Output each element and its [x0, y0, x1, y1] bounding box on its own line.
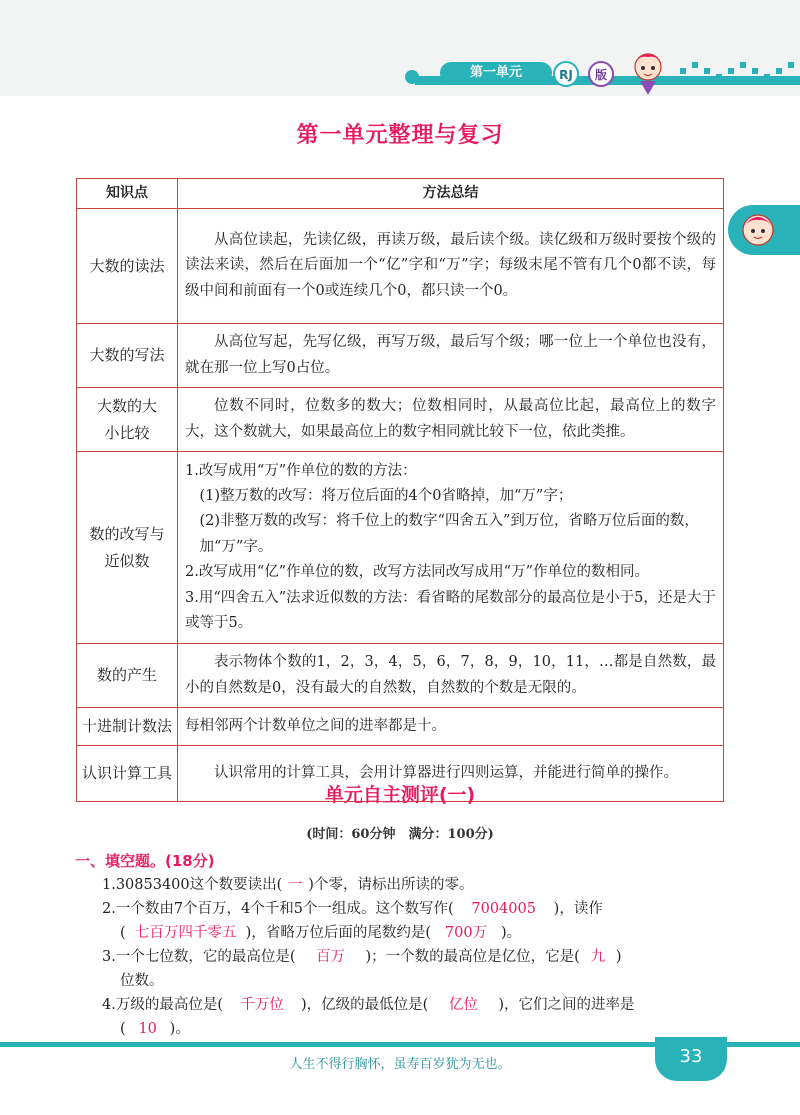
- row-topic: 十进制计数法: [77, 708, 178, 746]
- method-item: 3.用“四舍五入”法求近似数的方法：看省略的尾数部分的最高位是小于5，还是大于或等于5。: [185, 589, 716, 631]
- question-2: [102, 897, 732, 922]
- question-text: 3.一个七位数，它的最高位是(: [102, 949, 296, 965]
- method-text: 从高位写起，先写亿级，再写万级，最后写个级；哪一位上一个单位也没有，就在那一位上写0占位。: [185, 334, 716, 376]
- row-method: [178, 644, 724, 708]
- answer-text: 九: [590, 949, 606, 965]
- question-text: ): [615, 949, 622, 965]
- row-method: [178, 324, 724, 388]
- answer-text: 700万: [444, 925, 488, 941]
- question-1: [102, 873, 732, 898]
- question-3: [102, 945, 732, 970]
- row-topic: 大数的读法: [77, 209, 178, 324]
- summary-table: [76, 178, 724, 802]
- question-text: (: [120, 1021, 126, 1037]
- mascot-face-icon: [738, 210, 778, 250]
- row-topic-line: 数的改写与: [89, 525, 165, 544]
- page-number: 33: [655, 1037, 727, 1081]
- answer-text: 7004005: [471, 901, 536, 917]
- answer-text: 千万位: [240, 997, 284, 1013]
- table-row: [77, 452, 724, 644]
- question-text: )，读作: [553, 901, 603, 917]
- method-text: 从高位读起，先读亿级，再读万级，最后读个级。读亿级和万级时要按个级的读法来读，然后在后面加一个“亿”字和“万”字；每级末尾不管有几个0都不读，每级中间和前面有一个0或连续几个0，都只读一个0。: [185, 231, 716, 299]
- table-header-row: [77, 179, 724, 209]
- page-title: 第一单元整理与复习: [296, 123, 504, 148]
- method-item: 1.改写成用“万”作单位的数的方法：: [185, 462, 417, 479]
- unit-label: 第一单元: [440, 62, 552, 84]
- row-method: [178, 209, 724, 324]
- table-row: [77, 644, 724, 708]
- question-text: )。: [501, 925, 522, 941]
- question-text: )。: [169, 1021, 190, 1037]
- table-row: [77, 324, 724, 388]
- answer-text: 亿位: [448, 997, 478, 1013]
- method-text: 位数不同时，位数多的数大；位数相同时，从最高位比起，最高位上的数字大，这个数就大，如果最高位上的数字相同就比较下一位，依此类推。: [185, 398, 716, 440]
- answer-text: 百万: [316, 949, 345, 965]
- column-header-topic: 知识点: [77, 179, 178, 209]
- method-text: 认识常用的计算工具，会用计算器进行四则运算，并能进行简单的操作。: [214, 764, 678, 781]
- answer-text: 一: [288, 877, 303, 893]
- method-item: 2.改写成用“亿”作单位的数，改写方法同改写成用“万”作单位的数相同。: [185, 564, 649, 581]
- mascot-icon: [622, 45, 674, 97]
- row-topic-line: 近似数: [104, 551, 150, 570]
- table-row: [77, 388, 724, 452]
- row-method: [178, 452, 724, 644]
- question-text: 2.一个数由7个百万，4个千和5个一组成。这个数写作(: [102, 901, 454, 917]
- answer-text: 10: [138, 1021, 157, 1037]
- test-meta: (时间：60分钟 满分：100分): [306, 827, 494, 842]
- row-topic: 认识计算工具: [77, 746, 178, 802]
- row-topic: [77, 388, 178, 452]
- checker-pattern-icon: [680, 60, 800, 82]
- row-topic: 数的产生: [77, 644, 178, 708]
- question-text: 1.30853400这个数要读出(: [102, 877, 283, 893]
- question-text: )，亿级的最低位是(: [301, 997, 429, 1013]
- header-dot: [405, 70, 419, 84]
- section-heading: 一、填空题。(18分): [75, 852, 215, 870]
- footer-motto: 人生不得行胸怀，虽寿百岁犹为无也。: [289, 1057, 511, 1072]
- method-item: (2)非整万数的改写：将千位上的数字“四舍五入”到万位，省略万位后面的数，加“万”字。: [199, 513, 699, 555]
- question-2-line-2: [120, 921, 750, 946]
- side-tab: [728, 205, 800, 255]
- question-text: 4.万级的最高位是(: [102, 997, 223, 1013]
- question-text: 位数。: [120, 973, 164, 989]
- question-text: )；一个数的最高位是亿位，它是(: [365, 949, 580, 965]
- method-item: (1)整万数的改写：将万位后面的4个0省略掉，加“万”字；: [199, 488, 573, 505]
- table-row: [77, 708, 724, 746]
- question-3-line-2: [120, 969, 750, 994]
- row-method: [178, 388, 724, 452]
- question-text: )，省略万位后面的尾数约是(: [245, 925, 431, 941]
- edition-badge-rj: RJ: [553, 61, 579, 87]
- answer-text: 七百万四千零五: [134, 925, 237, 941]
- row-topic-line: 大数的大: [96, 397, 157, 416]
- test-title: 单元自主测评(一): [324, 784, 476, 806]
- row-topic: [77, 452, 178, 644]
- table-row: [77, 209, 724, 324]
- method-text: 表示物体个数的1，2，3，4，5，6，7，8，9，10，11，…都是自然数，最小的自然数是0，没有最大的自然数，自然数的个数是无限的。: [185, 654, 716, 696]
- row-topic-line: 小比较: [104, 423, 150, 442]
- row-topic: 大数的写法: [77, 324, 178, 388]
- question-text: )个零，请标出所读的零。: [308, 877, 474, 893]
- row-method: [178, 708, 724, 746]
- method-text: 每相邻两个计数单位之间的进率都是十。: [185, 717, 446, 734]
- question-text: )，它们之间的进率是: [498, 997, 635, 1013]
- question-4: [102, 993, 732, 1018]
- question-text: (: [120, 925, 126, 941]
- column-header-method: 方法总结: [178, 179, 724, 209]
- edition-badge-ban: 版: [588, 61, 614, 87]
